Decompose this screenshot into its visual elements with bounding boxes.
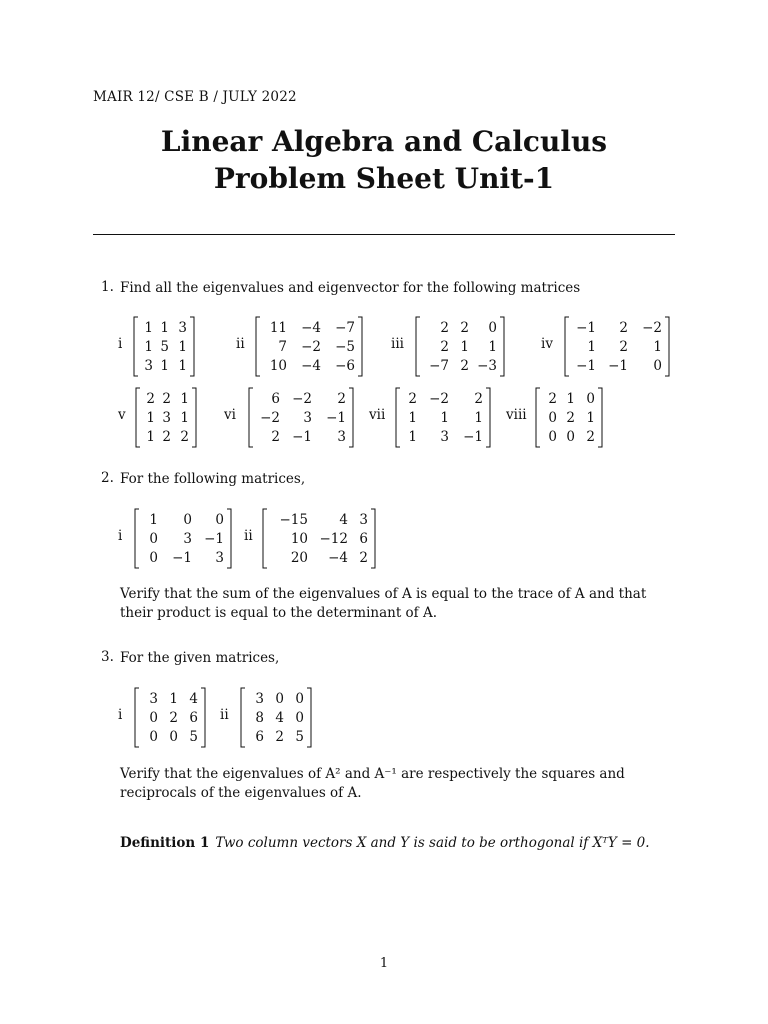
matrix-cell: 2 <box>566 410 575 426</box>
problem-2-matrix-i <box>134 508 232 573</box>
right-bracket <box>201 688 205 747</box>
problem-1-matrix-label-v: v <box>118 407 126 423</box>
matrix-cell: 5 <box>295 729 304 745</box>
matrix-cell: 3 <box>215 550 224 566</box>
matrix-svg <box>255 316 363 377</box>
matrix-cell: 3 <box>303 410 312 426</box>
problem-3-matrix-label-i: i <box>118 707 123 723</box>
matrix-svg <box>240 687 312 748</box>
matrix-cell: 0 <box>295 710 304 726</box>
page-number: 1 <box>379 956 389 971</box>
matrix-cell: 2 <box>460 320 469 336</box>
matrix-cell: 20 <box>290 550 308 566</box>
left-bracket <box>536 388 540 447</box>
left-bracket <box>135 509 139 568</box>
problem-2-number: 2. <box>101 470 114 486</box>
matrix-cell: 5 <box>160 339 169 355</box>
matrix-cell: 2 <box>619 320 628 336</box>
matrix-cell: 2 <box>408 391 417 407</box>
matrix-cell: 0 <box>548 429 557 445</box>
matrix-cell: 1 <box>146 429 155 445</box>
left-bracket <box>396 388 400 447</box>
matrix-cell: 0 <box>488 320 497 336</box>
problem-1-matrix-label-vi: vi <box>224 407 236 423</box>
matrix-cell: 2 <box>359 550 368 566</box>
matrix-cell: 1 <box>474 410 483 426</box>
left-bracket <box>256 317 260 376</box>
left-bracket <box>249 388 253 447</box>
matrix-cell: −7 <box>335 320 355 336</box>
matrix-cell: 3 <box>183 531 192 547</box>
right-bracket <box>349 388 353 447</box>
problem-3-prompt: For the given matrices, <box>120 650 280 666</box>
problem-1-number: 1. <box>101 279 114 295</box>
matrix-cell: 0 <box>586 391 595 407</box>
matrix-cell: 0 <box>653 358 662 374</box>
matrix-cell: 3 <box>144 358 153 374</box>
left-bracket <box>241 688 245 747</box>
matrix-cell: 2 <box>162 391 171 407</box>
matrix-cell: −4 <box>301 320 321 336</box>
matrix-cell: −1 <box>576 358 596 374</box>
matrix-cell: 3 <box>255 691 264 707</box>
problem-1-matrix-iv <box>564 316 670 381</box>
right-bracket <box>192 388 196 447</box>
matrix-cell: 3 <box>359 512 368 528</box>
problem-1-matrix-i <box>133 316 195 381</box>
matrix-cell: 2 <box>275 729 284 745</box>
right-bracket <box>371 509 375 568</box>
left-bracket <box>565 317 569 376</box>
matrix-cell: 3 <box>440 429 449 445</box>
matrix-cell: 3 <box>337 429 346 445</box>
course-header: MAIR 12/ CSE B / JULY 2022 <box>93 89 297 105</box>
problem-1-matrix-label-ii: ii <box>236 336 245 352</box>
matrix-svg <box>415 316 505 377</box>
matrix-cell: 1 <box>180 391 189 407</box>
matrix-svg <box>248 387 354 448</box>
problem-3-matrix-i <box>134 687 206 752</box>
right-bracket <box>227 509 231 568</box>
matrix-cell: 2 <box>162 429 171 445</box>
problem-1-matrix-label-vii: vii <box>369 407 386 423</box>
problem-2-matrix-ii <box>262 508 376 573</box>
matrix-cell: 2 <box>271 429 280 445</box>
definition-heading: Definition 1 <box>120 835 210 851</box>
matrix-svg <box>535 387 603 448</box>
matrix-cell: −2 <box>642 320 662 336</box>
matrix-cell: 2 <box>337 391 346 407</box>
matrix-cell: 1 <box>144 320 153 336</box>
matrix-cell: 3 <box>178 320 187 336</box>
matrix-cell: 0 <box>169 729 178 745</box>
matrix-cell: 2 <box>586 429 595 445</box>
problem-1-matrix-v <box>135 387 197 452</box>
problem-1-matrix-iii <box>415 316 505 381</box>
matrix-cell: 1 <box>144 339 153 355</box>
matrix-cell: 11 <box>269 320 287 336</box>
problem-3-matrix-label-ii: ii <box>220 707 229 723</box>
matrix-cell: 1 <box>408 410 417 426</box>
matrix-cell: 6 <box>359 531 368 547</box>
matrix-cell: 0 <box>548 410 557 426</box>
matrix-cell: −2 <box>301 339 321 355</box>
matrix-cell: 2 <box>440 320 449 336</box>
right-bracket <box>307 688 311 747</box>
matrix-svg <box>135 387 197 448</box>
matrix-cell: 1 <box>440 410 449 426</box>
matrix-cell: 1 <box>146 410 155 426</box>
matrix-cell: 1 <box>488 339 497 355</box>
matrix-cell: 0 <box>275 691 284 707</box>
right-bracket <box>190 317 194 376</box>
matrix-cell: 0 <box>566 429 575 445</box>
problem-2-matrix-label-ii: ii <box>244 528 253 544</box>
matrix-cell: 2 <box>440 339 449 355</box>
matrix-cell: 0 <box>183 512 192 528</box>
right-bracket <box>358 317 362 376</box>
matrix-cell: 0 <box>215 512 224 528</box>
matrix-cell: 4 <box>339 512 348 528</box>
problem-2-instruction: Verify that the sum of the eigenvalues of A is equal to the trace of A and that their product is equal to the determinant of A. <box>120 586 647 621</box>
problem-3-number: 3. <box>101 649 114 665</box>
matrix-cell: −1 <box>326 410 346 426</box>
problem-2-prompt: For the following matrices, <box>120 471 306 487</box>
matrix-cell: 0 <box>149 729 158 745</box>
matrix-cell: 2 <box>169 710 178 726</box>
matrix-cell: −4 <box>301 358 321 374</box>
matrix-cell: 0 <box>295 691 304 707</box>
matrix-cell: 6 <box>189 710 198 726</box>
matrix-svg <box>395 387 491 448</box>
matrix-cell: 3 <box>149 691 158 707</box>
matrix-cell: 6 <box>271 391 280 407</box>
matrix-cell: −1 <box>576 320 596 336</box>
problem-1-matrix-ii <box>255 316 363 381</box>
problem-1-matrix-label-iii: iii <box>391 336 404 352</box>
matrix-cell: −1 <box>172 550 192 566</box>
matrix-cell: −5 <box>335 339 355 355</box>
matrix-cell: 10 <box>269 358 287 374</box>
matrix-svg <box>133 316 195 377</box>
matrix-cell: 0 <box>149 710 158 726</box>
matrix-cell: 1 <box>586 410 595 426</box>
matrix-cell: 2 <box>460 358 469 374</box>
matrix-cell: −6 <box>335 358 355 374</box>
matrix-svg <box>564 316 670 377</box>
right-bracket <box>598 388 602 447</box>
matrix-cell: 1 <box>149 512 158 528</box>
matrix-cell: 1 <box>460 339 469 355</box>
matrix-cell: 0 <box>149 550 158 566</box>
matrix-svg <box>134 508 232 569</box>
matrix-cell: 4 <box>189 691 198 707</box>
matrix-cell: 2 <box>474 391 483 407</box>
matrix-cell: 2 <box>146 391 155 407</box>
matrix-cell: 0 <box>149 531 158 547</box>
problem-1-prompt: Find all the eigenvalues and eigenvector for the following matrices <box>120 280 581 296</box>
title-rule <box>93 234 675 235</box>
matrix-cell: 1 <box>408 429 417 445</box>
matrix-cell: 1 <box>180 410 189 426</box>
problem-1-matrix-viii <box>535 387 603 452</box>
matrix-cell: 2 <box>619 339 628 355</box>
matrix-cell: −1 <box>608 358 628 374</box>
matrix-cell: 1 <box>566 391 575 407</box>
matrix-cell: 2 <box>548 391 557 407</box>
matrix-cell: 8 <box>255 710 264 726</box>
right-bracket <box>500 317 504 376</box>
problem-3-matrix-ii <box>240 687 312 752</box>
left-bracket <box>135 688 139 747</box>
matrix-cell: −1 <box>463 429 483 445</box>
matrix-cell: 2 <box>180 429 189 445</box>
matrix-cell: 1 <box>160 320 169 336</box>
matrix-cell: −1 <box>204 531 224 547</box>
problem-1-matrix-vii <box>395 387 491 452</box>
title-line-2: Problem Sheet Unit-1 <box>213 162 555 195</box>
matrix-cell: 1 <box>653 339 662 355</box>
matrix-cell: 6 <box>255 729 264 745</box>
matrix-cell: 3 <box>162 410 171 426</box>
matrix-cell: −2 <box>260 410 280 426</box>
matrix-svg <box>134 687 206 748</box>
problem-1-matrix-vi <box>248 387 354 452</box>
matrix-cell: 1 <box>178 358 187 374</box>
left-bracket <box>134 317 138 376</box>
matrix-cell: −2 <box>429 391 449 407</box>
left-bracket <box>136 388 140 447</box>
matrix-cell: 4 <box>275 710 284 726</box>
matrix-svg <box>262 508 376 569</box>
matrix-cell: −12 <box>319 531 348 547</box>
matrix-cell: −15 <box>279 512 308 528</box>
matrix-cell: 5 <box>189 729 198 745</box>
matrix-cell: 1 <box>587 339 596 355</box>
definition-block <box>120 835 650 851</box>
definition-text: Two column vectors X and Y is said to be orthogonal if XᵀY = 0. <box>215 835 650 851</box>
right-bracket <box>665 317 669 376</box>
matrix-cell: 10 <box>290 531 308 547</box>
matrix-cell: 1 <box>160 358 169 374</box>
right-bracket <box>486 388 490 447</box>
problem-1-matrix-label-iv: iv <box>541 336 553 352</box>
matrix-cell: 1 <box>178 339 187 355</box>
left-bracket <box>416 317 420 376</box>
matrix-cell: −2 <box>292 391 312 407</box>
problem-1-matrix-label-viii: viii <box>506 407 527 423</box>
problem-3-instruction: Verify that the eigenvalues of A² and A⁻¹ are respectively the squares and reciprocals of the eigenvalues of A. <box>120 766 625 801</box>
title-line-1: Linear Algebra and Calculus <box>160 125 608 158</box>
left-bracket <box>263 509 267 568</box>
matrix-cell: 1 <box>169 691 178 707</box>
matrix-cell: −3 <box>477 358 497 374</box>
problem-1-matrix-label-i: i <box>118 336 123 352</box>
matrix-cell: −7 <box>429 358 449 374</box>
matrix-cell: −4 <box>328 550 348 566</box>
problem-2-matrix-label-i: i <box>118 528 123 544</box>
matrix-cell: −1 <box>292 429 312 445</box>
matrix-cell: 7 <box>278 339 287 355</box>
